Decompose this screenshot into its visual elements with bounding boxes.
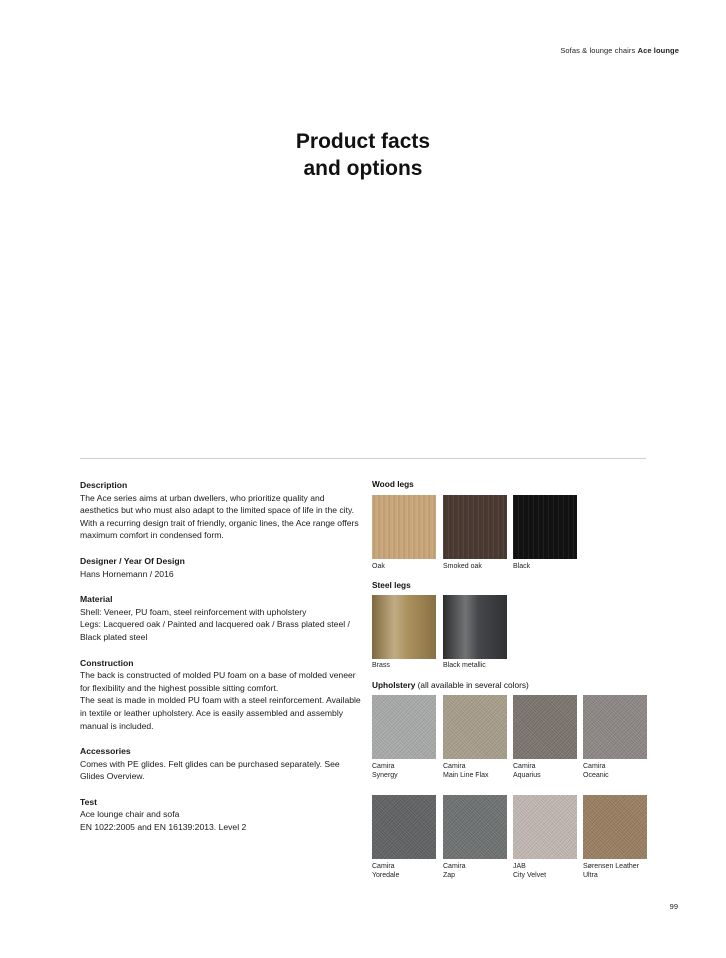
section-text: Legs: Lacquered oak / Painted and lacquered oak / Brass plated steel / Black plated steel [80,619,350,642]
header-product: Ace lounge [637,46,679,55]
swatch-label-yoredale [372,862,442,881]
swatch-main-line-flax [443,695,507,759]
description-section [80,479,365,542]
swatch-yoredale [372,795,436,859]
steel-legs-title: Steel legs [372,580,411,590]
swatch-black [513,495,577,559]
swatch-brand: JAB [513,863,526,870]
swatch-label-city-velvet [513,862,583,881]
swatch-label-black: Black [513,563,531,570]
swatch-label-synergy [372,762,442,781]
section-text: The back is constructed of molded PU foam on a base of molded veneer for flexibility and the highest possible sitting comfort. [80,670,356,693]
swatch-label-brass: Brass [372,662,390,669]
accessories-section [80,745,365,783]
section-text: The seat is made in molded PU foam with a steel reinforcement. Available in textile or leather upholstery. Ace is easily assembled and assembly manual is included. [80,695,361,731]
upholstery-title [372,680,529,690]
swatch-label-black-metallic: Black metallic [443,662,486,669]
section-heading: Construction [80,657,134,668]
swatch-city-velvet [513,795,577,859]
swatch-label-oak: Oak [372,563,385,570]
section-text: Ace lounge chair and sofa [80,809,180,820]
swatch-label-aquarius [513,762,583,781]
swatch-label-oceanic [583,762,653,781]
swatch-oceanic [583,695,647,759]
swatch-black-metallic [443,595,507,659]
swatch-fabric: Zap [443,872,456,880]
swatch-brand: Camira [372,863,395,870]
swatch-label-zap [443,862,513,881]
swatch-brand: Sørensen Leather [583,863,640,870]
swatch-fabric: Oceanic [583,772,609,780]
section-heading: Material [80,594,113,605]
swatch-oak [372,495,436,559]
page-title-line-2: and options [303,157,423,180]
designer-section [80,555,365,580]
swatch-ultra-leather [583,795,647,859]
swatch-fabric: Main Line Flax [443,772,489,780]
material-section [80,593,365,643]
swatch-brand: Camira [372,763,395,770]
swatch-label-ultra-leather [583,862,653,881]
construction-section [80,657,365,733]
section-text: Hans Hornemann / 2016 [80,568,174,579]
upholstery-note: (all available in several colors) [417,680,529,690]
test-section [80,796,365,834]
swatch-brand: Camira [583,763,606,770]
divider [80,458,646,459]
section-heading: Designer / Year Of Design [80,555,185,566]
upholstery-title-text: Upholstery [372,680,416,690]
swatch-aquarius [513,695,577,759]
section-heading: Test [80,796,98,807]
swatch-fabric: City Velvet [513,872,547,880]
swatch-smoked-oak [443,495,507,559]
section-text: Comes with PE glides. Felt glides can be purchased separately. See Glides Overview. [80,758,340,782]
swatch-synergy [372,695,436,759]
section-text: The Ace series aims at urban dwellers, who prioritize quality and aesthetics but who must also adapt to the limited space of life in the city. With a recurring design trait of friendly, organic lines, the Ace range offers maximum comfort in condensed form. [80,492,359,541]
swatch-label-smoked-oak: Smoked oak [443,563,482,570]
swatch-fabric: Yoredale [372,872,400,880]
swatch-brass [372,595,436,659]
swatch-brand: Camira [513,763,536,770]
section-heading: Accessories [80,746,131,757]
swatch-fabric: Synergy [372,772,398,780]
swatch-label-main-line-flax [443,762,513,781]
product-details [80,479,365,847]
swatch-brand: Camira [443,763,466,770]
header-category: Sofas & lounge chairs [560,46,636,55]
running-header [560,46,679,55]
page-title-line-1: Product facts [295,130,431,153]
wood-legs-title: Wood legs [372,479,414,489]
page-number: 99 [669,902,678,911]
section-text: EN 1022:2005 and EN 16139:2013. Level 2 [80,822,247,833]
swatch-fabric: Ultra [583,872,598,880]
swatch-brand: Camira [443,863,466,870]
section-text: Shell: Veneer, PU foam, steel reinforcement with upholstery [80,606,307,617]
section-heading: Description [80,480,128,490]
swatch-zap [443,795,507,859]
swatch-fabric: Aquarius [513,772,541,780]
page-title [0,128,726,182]
